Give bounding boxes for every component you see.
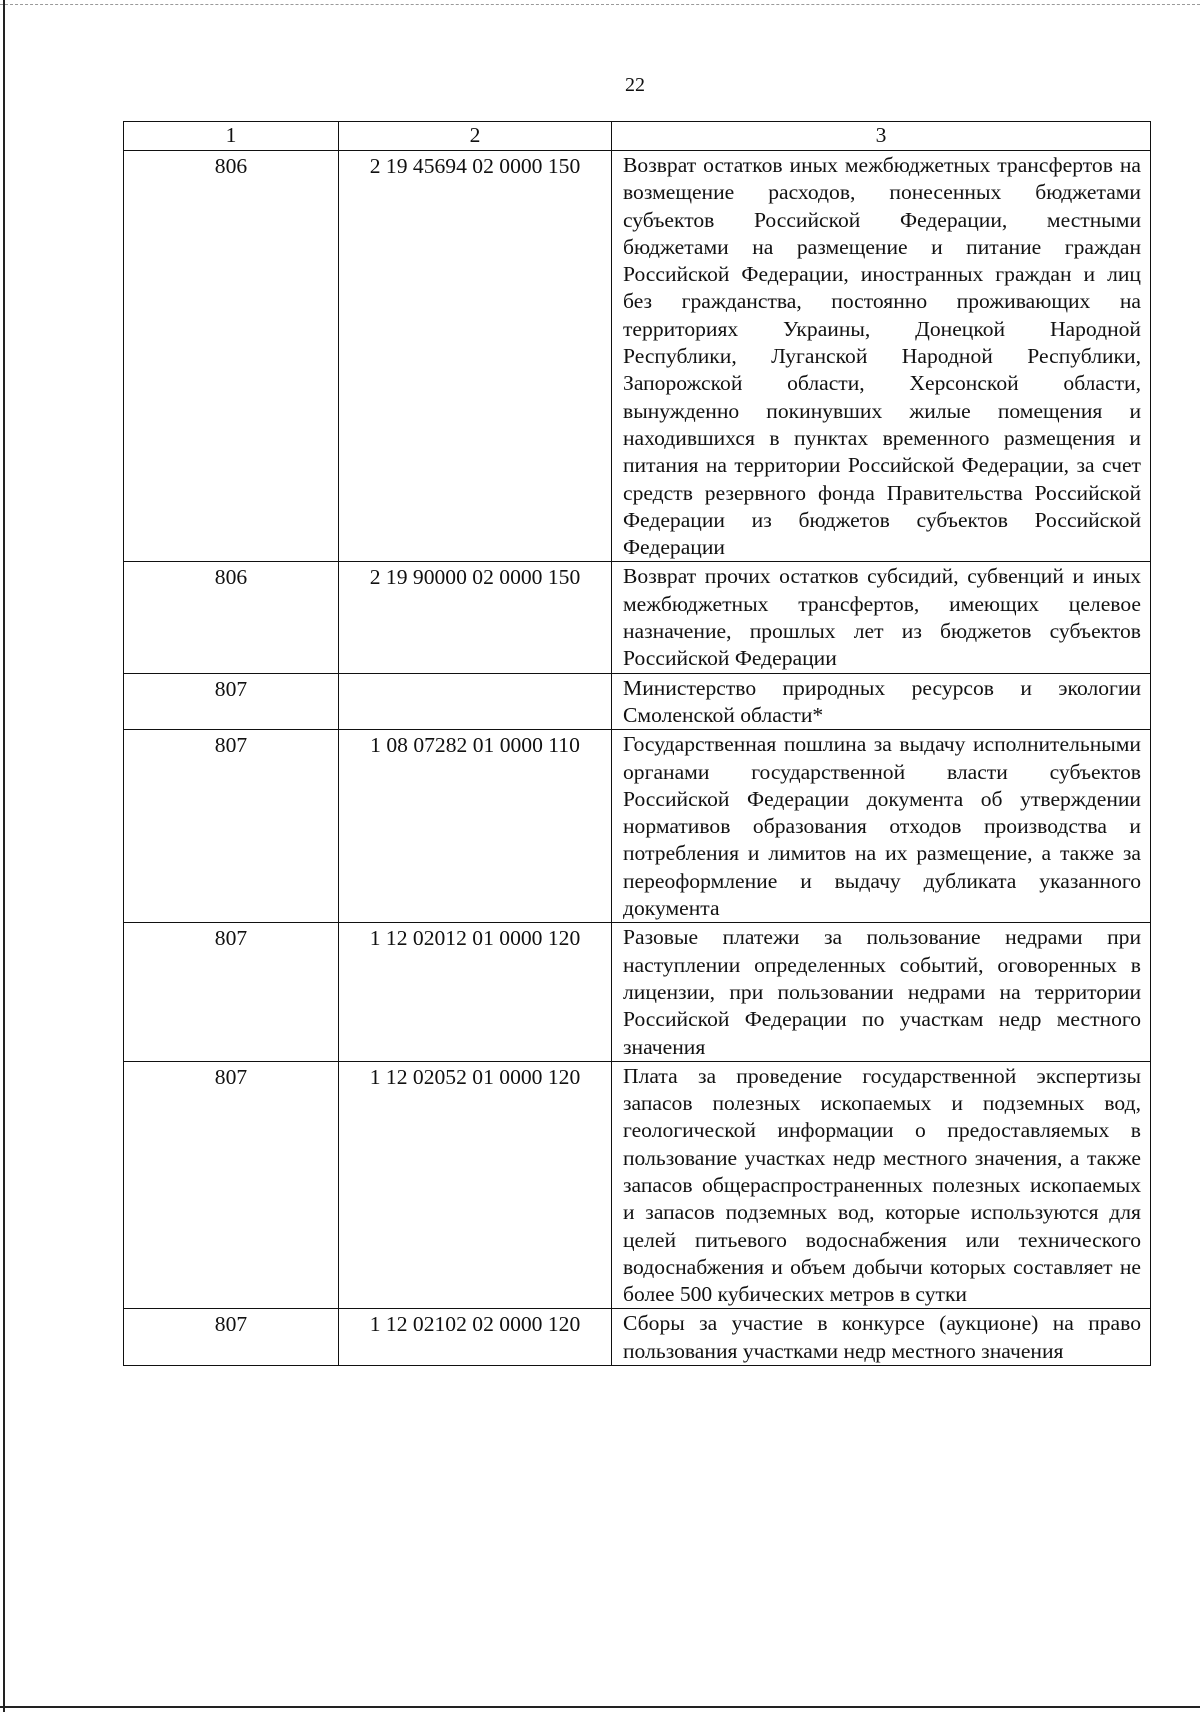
table-row xyxy=(124,730,1151,923)
admin-code-cell: 807 xyxy=(124,730,339,923)
column-header-3: 3 xyxy=(612,122,1151,151)
page-number: 22 xyxy=(625,74,645,96)
budget-classification-table xyxy=(123,121,1151,1366)
table-row xyxy=(124,1309,1151,1366)
description-cell: Сборы за участие в конкурсе (аукционе) на право пользования участками недр местного значения xyxy=(612,1309,1151,1366)
revenue-code-cell: 1 12 02102 02 0000 120 xyxy=(339,1309,612,1366)
table-row xyxy=(124,673,1151,730)
table-row xyxy=(124,151,1151,562)
admin-code-cell: 806 xyxy=(124,151,339,562)
description-cell: Государственная пошлина за выдачу исполнительными органами государственной власти субъектов Российской Федерации документа об утверждении нормативов образования отходов производства и потребления и лимитов на их размещение, а также за переоформление и выдачу дубликата указанного документа xyxy=(612,730,1151,923)
description-cell: Разовые платежи за пользование недрами при наступлении определенных событий, оговоренных в лицензии, при пользовании недрами на территории Российской Федерации по участкам недр местного значения xyxy=(612,923,1151,1061)
description-cell: Возврат прочих остатков субсидий, субвенций и иных межбюджетных трансфертов, имеющих целевое назначение, прошлых лет из бюджетов субъектов Российской Федерации xyxy=(612,562,1151,673)
table-row xyxy=(124,923,1151,1061)
column-header-1: 1 xyxy=(124,122,339,151)
revenue-code-cell: 1 12 02052 01 0000 120 xyxy=(339,1061,612,1309)
scan-bottom-edge xyxy=(0,1706,1200,1708)
table-row xyxy=(124,562,1151,673)
table-row xyxy=(124,1061,1151,1309)
revenue-code-cell: 2 19 45694 02 0000 150 xyxy=(339,151,612,562)
revenue-code-cell: 1 08 07282 01 0000 110 xyxy=(339,730,612,923)
description-cell: Плата за проведение государственной экспертизы запасов полезных ископаемых и подземных вод, геологической информации о предоставляемых в пользование участках недр местного значения, а также запасов общераспространенных полезных ископаемых и запасов подземных вод, которые используются для целей питьевого водоснабжения или технического водоснабжения и объем добычи которых составляет не более 500 кубических метров в сутки xyxy=(612,1061,1151,1309)
admin-code-cell: 807 xyxy=(124,923,339,1061)
scan-left-edge xyxy=(3,0,5,1712)
scan-top-edge xyxy=(0,4,1200,5)
description-cell: Возврат остатков иных межбюджетных трансфертов на возмещение расходов, понесенных бюджетами субъектов Российской Федерации, местными бюджетами на размещение и питание граждан Российской Федерации, иностранных граждан и лиц без гражданства, постоянно проживающих на территориях Украины, Донецкой Народной Республики, Луганской Народной Республики, Запорожской области, Херсонской области, вынужденно покинувших жилые помещения и находившихся в пунктах временного размещения и питания на территории Российской Федерации, за счет средств резервного фонда Правительства Российской Федерации из бюджетов субъектов Российской Федерации xyxy=(612,151,1151,562)
revenue-code-cell: 2 19 90000 02 0000 150 xyxy=(339,562,612,673)
description-cell: Министерство природных ресурсов и экологии Смоленской области* xyxy=(612,673,1151,730)
revenue-code-cell xyxy=(339,673,612,730)
table-header-row xyxy=(124,122,1151,151)
admin-code-cell: 807 xyxy=(124,1309,339,1366)
admin-code-cell: 807 xyxy=(124,673,339,730)
admin-code-cell: 806 xyxy=(124,562,339,673)
revenue-code-cell: 1 12 02012 01 0000 120 xyxy=(339,923,612,1061)
admin-code-cell: 807 xyxy=(124,1061,339,1309)
column-header-2: 2 xyxy=(339,122,612,151)
